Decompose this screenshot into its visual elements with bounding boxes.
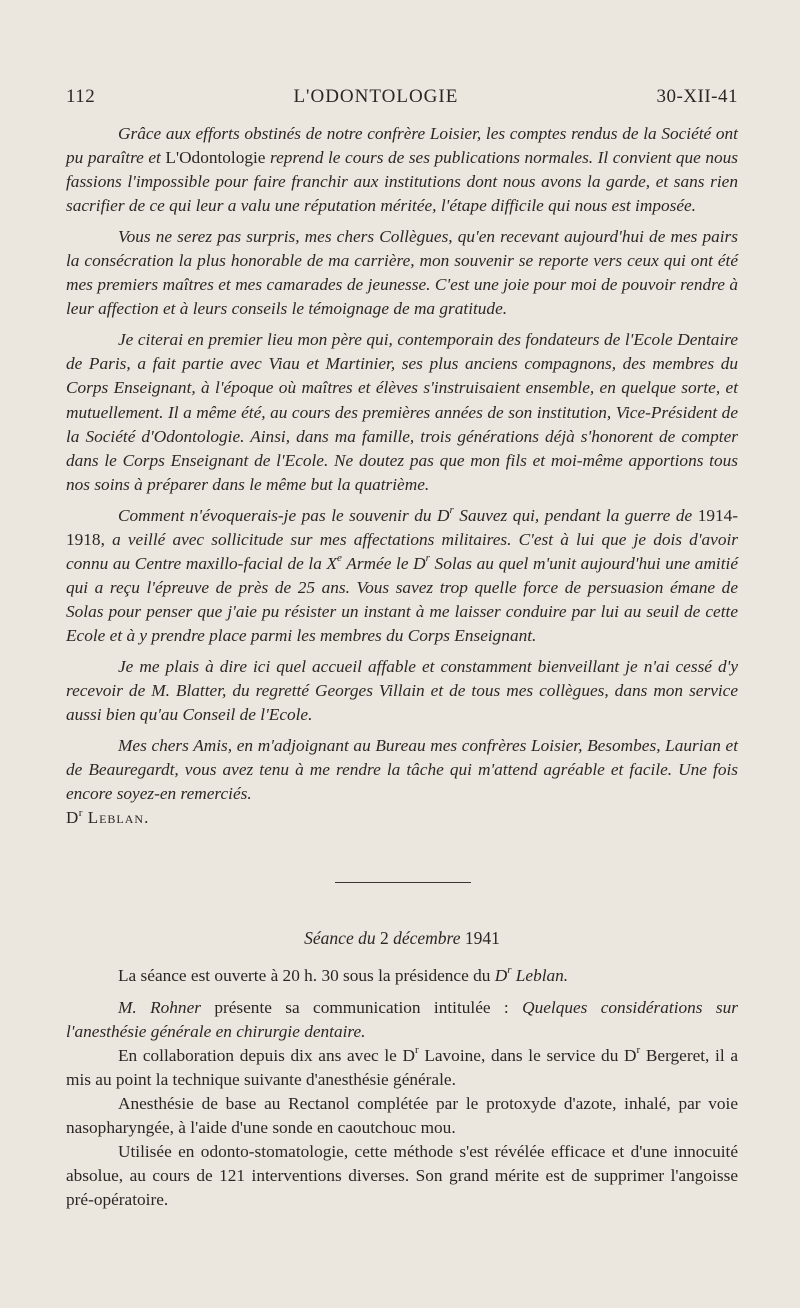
minutes-paragraph — [66, 996, 738, 1044]
section-divider — [335, 882, 471, 883]
journal-name: L'Odontologie — [165, 148, 266, 168]
speech-paragraph — [66, 122, 738, 218]
signature — [66, 806, 738, 830]
superscript: r — [414, 1044, 419, 1057]
superscript: e — [337, 552, 342, 565]
war-years: 1914-1918, — [66, 505, 739, 549]
signature-title: D — [66, 808, 79, 828]
speech-paragraph: Mes chers Amis, en m'adjoignant au Bureau mes confrères Loisier, Besombes, Laurian et de Beauregardt, vous avez tenu à me rendre la tâche qui m'attend agréable et facile. Une fois encore soyez-en remerciés. — [66, 736, 738, 804]
superscript: r — [425, 552, 430, 565]
text-run: Comment n'évoquerais-je pas le souvenir du D — [118, 505, 450, 525]
text-run: En collaboration depuis dix ans avec le D — [118, 1046, 415, 1065]
speech-paragraph — [66, 504, 738, 648]
minutes-paragraph: Utilisée en odonto-stomatologie, cette méthode s'est révélée efficace et d'une innocuité absolue, au cours de 121 interventions diverses. Son grand mérite est de supprimer l'angoisse pré-opératoire. — [66, 1142, 738, 1209]
minutes-paragraph — [66, 1044, 738, 1092]
page-number: 112 — [66, 86, 96, 107]
text-run: Bergeret, il a mis au point la technique suivante d'anesthésie générale. — [66, 1046, 738, 1089]
communication-title: Quelques considérations sur l'anesthésie générale en chirurgie dentaire. — [66, 998, 738, 1041]
text-run: présente sa communication intitulée : — [214, 998, 509, 1017]
signature-name: Leblan. — [87, 808, 150, 828]
speech-paragraph: Je me plais à dire ici quel accueil affable et constamment bienveillant je n'ai cessé d'y recevoir de M. Blatter, du regretté Georges Villain et de tous mes collègues, dans mon service aussi bien qu'au Conseil de l'Ecole. — [66, 656, 738, 725]
journal-title: L'ODONTOLOGIE — [293, 86, 459, 107]
superscript: r — [507, 964, 512, 977]
heading-year: 1941 — [464, 928, 500, 948]
session-minutes — [66, 964, 738, 1212]
speech-text — [66, 122, 738, 830]
speech-paragraph: Vous ne serez pas surpris, mes chers Collègues, qu'en recevant aujourd'hui de mes pairs la consécration la plus honorable de ma carrière, mon souvenir se reporte vers ceux qui ont été mes premiers maîtres et mes camarades de jeunesse. C'est une joie pour moi de pouvoir rendre à leur affection et à leurs conseils le témoignage de ma gratitude. — [66, 227, 738, 319]
speaker-name: M. Rohner — [118, 998, 201, 1017]
text-run: Solas au quel m'unit aujourd'hui une amitié qui a reçu l'épreuve de près de 25 ans. Vous savez trop quelle force de persuasion émane de Solas pour penser que j'aie pu résister un instant à me laisser conduire par lui au seuil de cette Ecole et à y prendre place parmi les membres du Corps Enseignant. — [66, 553, 738, 645]
speech-p1-text: Grâce aux efforts obstinés de notre confrère Loisier, les comptes rendus de la Société ont pu paraître et — [66, 124, 738, 168]
text-run: D — [494, 966, 508, 985]
minutes-paragraph — [66, 964, 738, 988]
heading-text: Séance du — [304, 928, 376, 948]
speech-paragraph: Je citerai en premier lieu mon père qui, contemporain des fondateurs de l'Ecole Dentaire de Paris, a fait partie avec Viau et Martinier, ses plus anciens compagnons, des membres du Corps Enseignant, à l'époque où maîtres et élèves s'instruisaient ensemble, en quelque sorte, et mutuellement. Il a même été, au cours des premières années de son institution, Vice-Président de la Société d'Odontologie. Ainsi, dans ma famille, trois générations déjà s'honorent de compter dans le Corps Enseignant de l'Ecole. Ne doutez pas que mon fils et moi-même apportions tous nos soins à préparer dans le même but la quatrième. — [66, 330, 738, 494]
running-head — [66, 86, 738, 112]
heading-day: 2 — [379, 928, 389, 948]
text-run: Armée le D — [341, 553, 426, 573]
superscript: r — [636, 1044, 641, 1057]
text-run: a veillé avec sollicitude sur mes affectations militaires. C'est à lui que je dois d'avoir connu au Centre maxillo-facial de la X — [66, 529, 738, 573]
minutes-paragraph: Anesthésie de base au Rectanol complétée par le protoxyde d'azote, inhalé, par voie nasopharyngée, à l'aide d'une sonde en caoutchouc mou. — [66, 1094, 738, 1137]
superscript: r — [449, 503, 454, 516]
text-run: Sauvez qui, pendant la guerre de — [453, 505, 693, 525]
text-run: Lavoine, dans le service du D — [418, 1046, 637, 1065]
session-heading — [66, 928, 738, 949]
heading-month: décembre — [393, 928, 461, 948]
issue-date: 30-XII-41 — [656, 86, 738, 107]
president-name: Leblan. — [515, 966, 569, 985]
speech-p1-rest: reprend le cours de ses publications normales. Il convient que nous fassions l'impossible pour faire franchir aux institutions dont nous avons la garde, et sans rien sacrifier de ce qui leur a valu une réputation méritée, l'étape difficile qui nous est imposée. — [66, 148, 738, 216]
superscript: r — [78, 806, 83, 819]
text-run: La séance est ouverte à 20 h. 30 sous la présidence du — [118, 966, 491, 985]
